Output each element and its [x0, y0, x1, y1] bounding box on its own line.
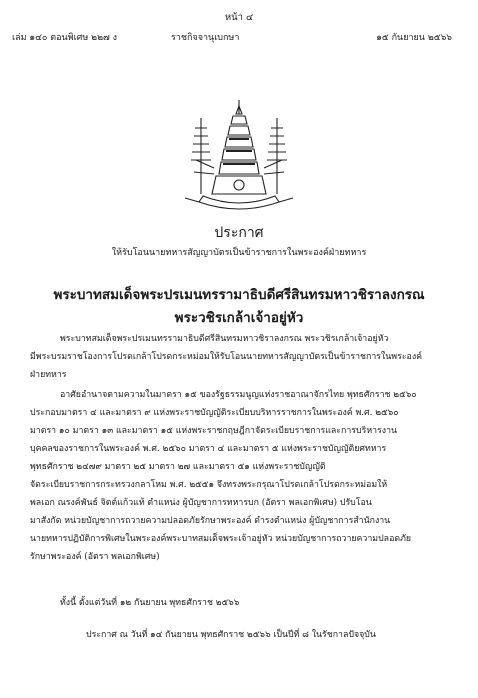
- document-subtitle: ให้รับโอนนายทหารสัญญาบัตรเป็นข้าราชการในพระองค์ฝ่ายทหาร: [111, 248, 367, 258]
- paragraph-line: มีพระบรมราชโองการโปรดเกล้าโปรดกระหม่อมให้รับโอนนายทหารสัญญาบัตรเป็นข้าราชการในพระองค์: [30, 352, 423, 362]
- king-title-line2: พระวชิรเกล้าเจ้าอยู่หัว: [174, 310, 304, 326]
- paragraph-line: ฝ่ายทหาร: [30, 370, 67, 380]
- paragraph-line: จัดระเบียบราชการกระทรวงกลาโหม พ.ศ. ๒๕๕๑ จึงทรงพระกรุณาโปรดเกล้าโปรดกระหม่อมให้: [30, 480, 388, 490]
- publication-date: ๑๕ กันยายน ๒๕๖๖: [376, 33, 452, 43]
- document-title: ประกาศ: [214, 225, 264, 241]
- paragraph-legal-basis: [30, 386, 448, 566]
- issue-info: เล่ม ๑๔๐ ตอนพิเศษ ๒๒๗ ง: [12, 33, 118, 43]
- paragraph-line: พระบาทสมเด็จพระปรเมนทรรามาธิบดีศรีสินทรมหาวชิราลงกรณ พระวชิรเกล้าเจ้าอยู่หัว: [60, 334, 389, 344]
- announcement-date-line: ประกาศ ณ วันที่ ๑๔ กันยายน พุทธศักราช ๒๕๖๖ เป็นปีที่ ๘ ในรัชกาลปัจจุบัน: [86, 630, 376, 640]
- gazette-name: ราชกิจจานุเบกษา: [171, 33, 240, 43]
- page-number: หน้า ๔: [224, 12, 254, 23]
- paragraph-line: อาศัยอำนาจตามความในมาตรา ๑๕ ของรัฐธรรมนูญแห่งราชอาณาจักรไทย พุทธศักราช ๒๕๖๐: [60, 390, 417, 400]
- paragraph-line: นายทหารปฏิบัติการพิเศษในพระองค์พระบาทสมเด็จพระเจ้าอยู่หัว หน่วยบัญชาการถวายความปลอดภัย: [30, 534, 412, 544]
- effective-date-line: ทั้งนี้ ตั้งแต่วันที่ ๑๒ กันยายน พุทธศักราช ๒๕๖๖: [60, 598, 240, 608]
- paragraph-line: มาสังกัด หน่วยบัญชาการถวายความปลอดภัยรักษาพระองค์ ดำรงตำแหน่ง ผู้บัญชาการสำนักงาน: [30, 516, 391, 526]
- paragraph-line: มาตรา ๑๐ มาตรา ๑๓ และมาตรา ๑๕ แห่งพระราชกฤษฎีกาจัดระเบียบราชการและการบริหารงาน: [30, 426, 398, 436]
- paragraph-line: พลเอก ณรงค์พันธ์ จิตต์แก้วแท้ ตำแหน่ง ผู้บัญชาการทหารบก (อัตรา พลเอกพิเศษ) ปรับโอน: [30, 498, 372, 508]
- paragraph-line: รักษาพระองค์ (อัตรา พลเอกพิเศษ): [30, 552, 160, 562]
- paragraph-royal-command: [30, 330, 448, 384]
- paragraph-line: ประกอบมาตรา ๔ และมาตรา ๙ แห่งพระราชบัญญัติระเบียบบริหารราชการในพระองค์ พ.ศ. ๒๕๖๐: [30, 408, 399, 418]
- king-title-line1: พระบาทสมเด็จพระปรเมนทรรามาธิบดีศรีสินทรมหาวชิราลงกรณ: [53, 287, 425, 303]
- paragraph-line: บุคคลของราชการในพระองค์ พ.ศ. ๒๕๖๐ มาตรา ๔ และมาตรา ๕ แห่งพระราชบัญญัติยศทหาร: [30, 444, 387, 454]
- paragraph-line: พุทธศักราช ๒๔๗๙ มาตรา ๒๕ มาตรา ๒๗ และมาตรา ๕๑ แห่งพระราชบัญญัติ: [30, 462, 326, 472]
- royal-crown-emblem-icon: [0, 98, 478, 215]
